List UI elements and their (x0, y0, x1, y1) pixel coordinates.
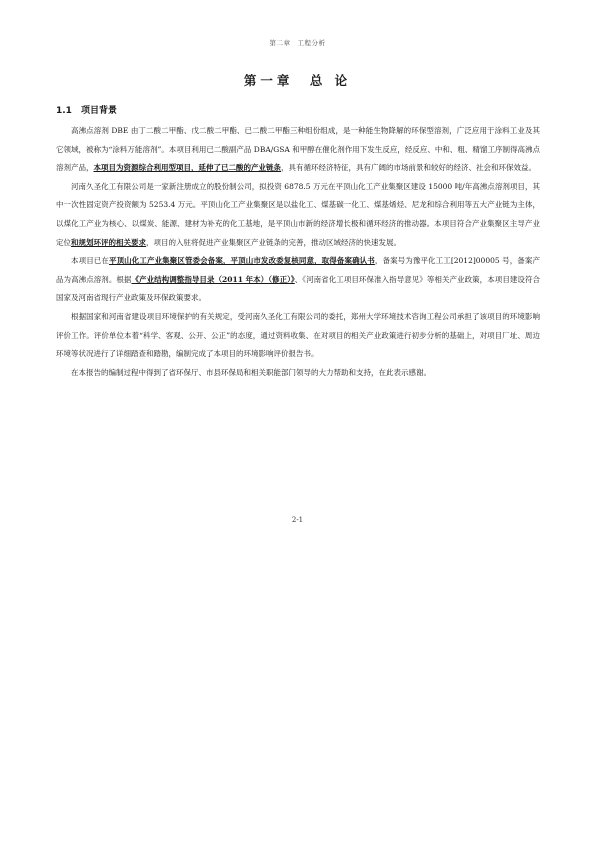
section-heading: 1.1 项目背景 (56, 106, 117, 116)
paragraph-2-text-end: ，项目的入驻将促进产业集聚区产业链条的完善，推动区域经济的快速发展。 (146, 237, 401, 247)
paragraph-4-text: 根据国家和河南省建设项目环境保护的有关规定，受河南久圣化工有限公司的委托，郑州大学环境技术咨询工程公司承担了该项目的环境影响评价工作。评价单位本着“科学、客观、公开、公正”的态度，通过资料收集、在对项目的相关产业政策进行初步分析的基础上，对项目厂址、周边环境等状况进行了详细踏查和踏勘，编制完成了本项目的环境影响评价报告书。 (56, 311, 540, 359)
page-number: 2-1 (291, 516, 304, 524)
paragraph-1 (56, 122, 540, 178)
paragraph-3-emphasis-2: 《产业结构调整指导目录（2011 年本）（修正）》 (131, 274, 295, 284)
paragraph-3-text-end: 、《河南省化工项目环保准入指导意见》等相关产业政策，本项目建设符合国家及河南省现行产业政策及环保政策要求。 (56, 274, 541, 303)
paragraph-2-emphasis: 和规划环评的相关要求 (71, 237, 146, 247)
paragraph-4 (56, 308, 540, 364)
paragraph-1-text: 高沸点溶剂 DBE 由丁二酸二甲酯、戊二酸二甲酯、已二酸二甲酯三种组份组成，是一种能生物降解的环保型溶剂，广泛应用于涂料工业及其它领域，被称为“涂料万能溶剂”。本项目利用已二酸副产品 DBA/GSA 和甲醇在催化剂作用下发生反应，经反应、中和、粗、精馏工序制得高沸点溶剂产品， (56, 126, 540, 173)
paragraph-1-text-end: ，具有循环经济特征，具有广阔的市场前景和较好的经济、社会和环保效益。 (281, 163, 536, 173)
paragraph-5 (56, 364, 540, 383)
paragraph-2-text: 河南久圣化工有限公司是一家新注册成立的股份制公司，拟投资 6878.5 万元在平顶山化工产业集聚区建设 15000 吨/年高沸点溶剂项目，其中一次性固定资产投资额为 5253.4 万元。平顶山化工产业集聚区是以盐化工、煤基碳一化工、煤基烯烃、尼龙和综合利用等五大产业链为主体，以煤化工产业为核心、以煤炭、能源、建材为补充的化工基地，是平顶山市新的经济增长极和循环经济的推动器。本项目符合产业集聚区主导产业定位 (56, 181, 540, 247)
chapter-title: 第一章 总 论 (243, 73, 352, 88)
paragraph-5-text: 在本报告的编制过程中得到了省环保厅、市县环保局和相关职能部门领导的大力帮助和支持，在此表示感谢。 (71, 367, 431, 377)
paragraph-3-text-mid: ，备案号为豫平化工工[2012]00005 号，备案产品为高沸点溶剂。根据 (56, 256, 541, 284)
paragraph-3-emphasis: 平顶山化工产业集聚区管委会备案，平顶山市发改委复核同意，取得备案确认书 (108, 256, 375, 266)
body-text (56, 122, 540, 382)
paragraph-3-text: 本项目已在 (71, 256, 109, 266)
paragraph-2 (56, 178, 540, 252)
running-header: 第二章 工程分析 (269, 39, 326, 47)
paragraph-1-emphasis: 本项目为资源综合利用型项目，延伸了已二酸的产业链条 (93, 163, 281, 173)
paragraph-3 (56, 252, 540, 308)
